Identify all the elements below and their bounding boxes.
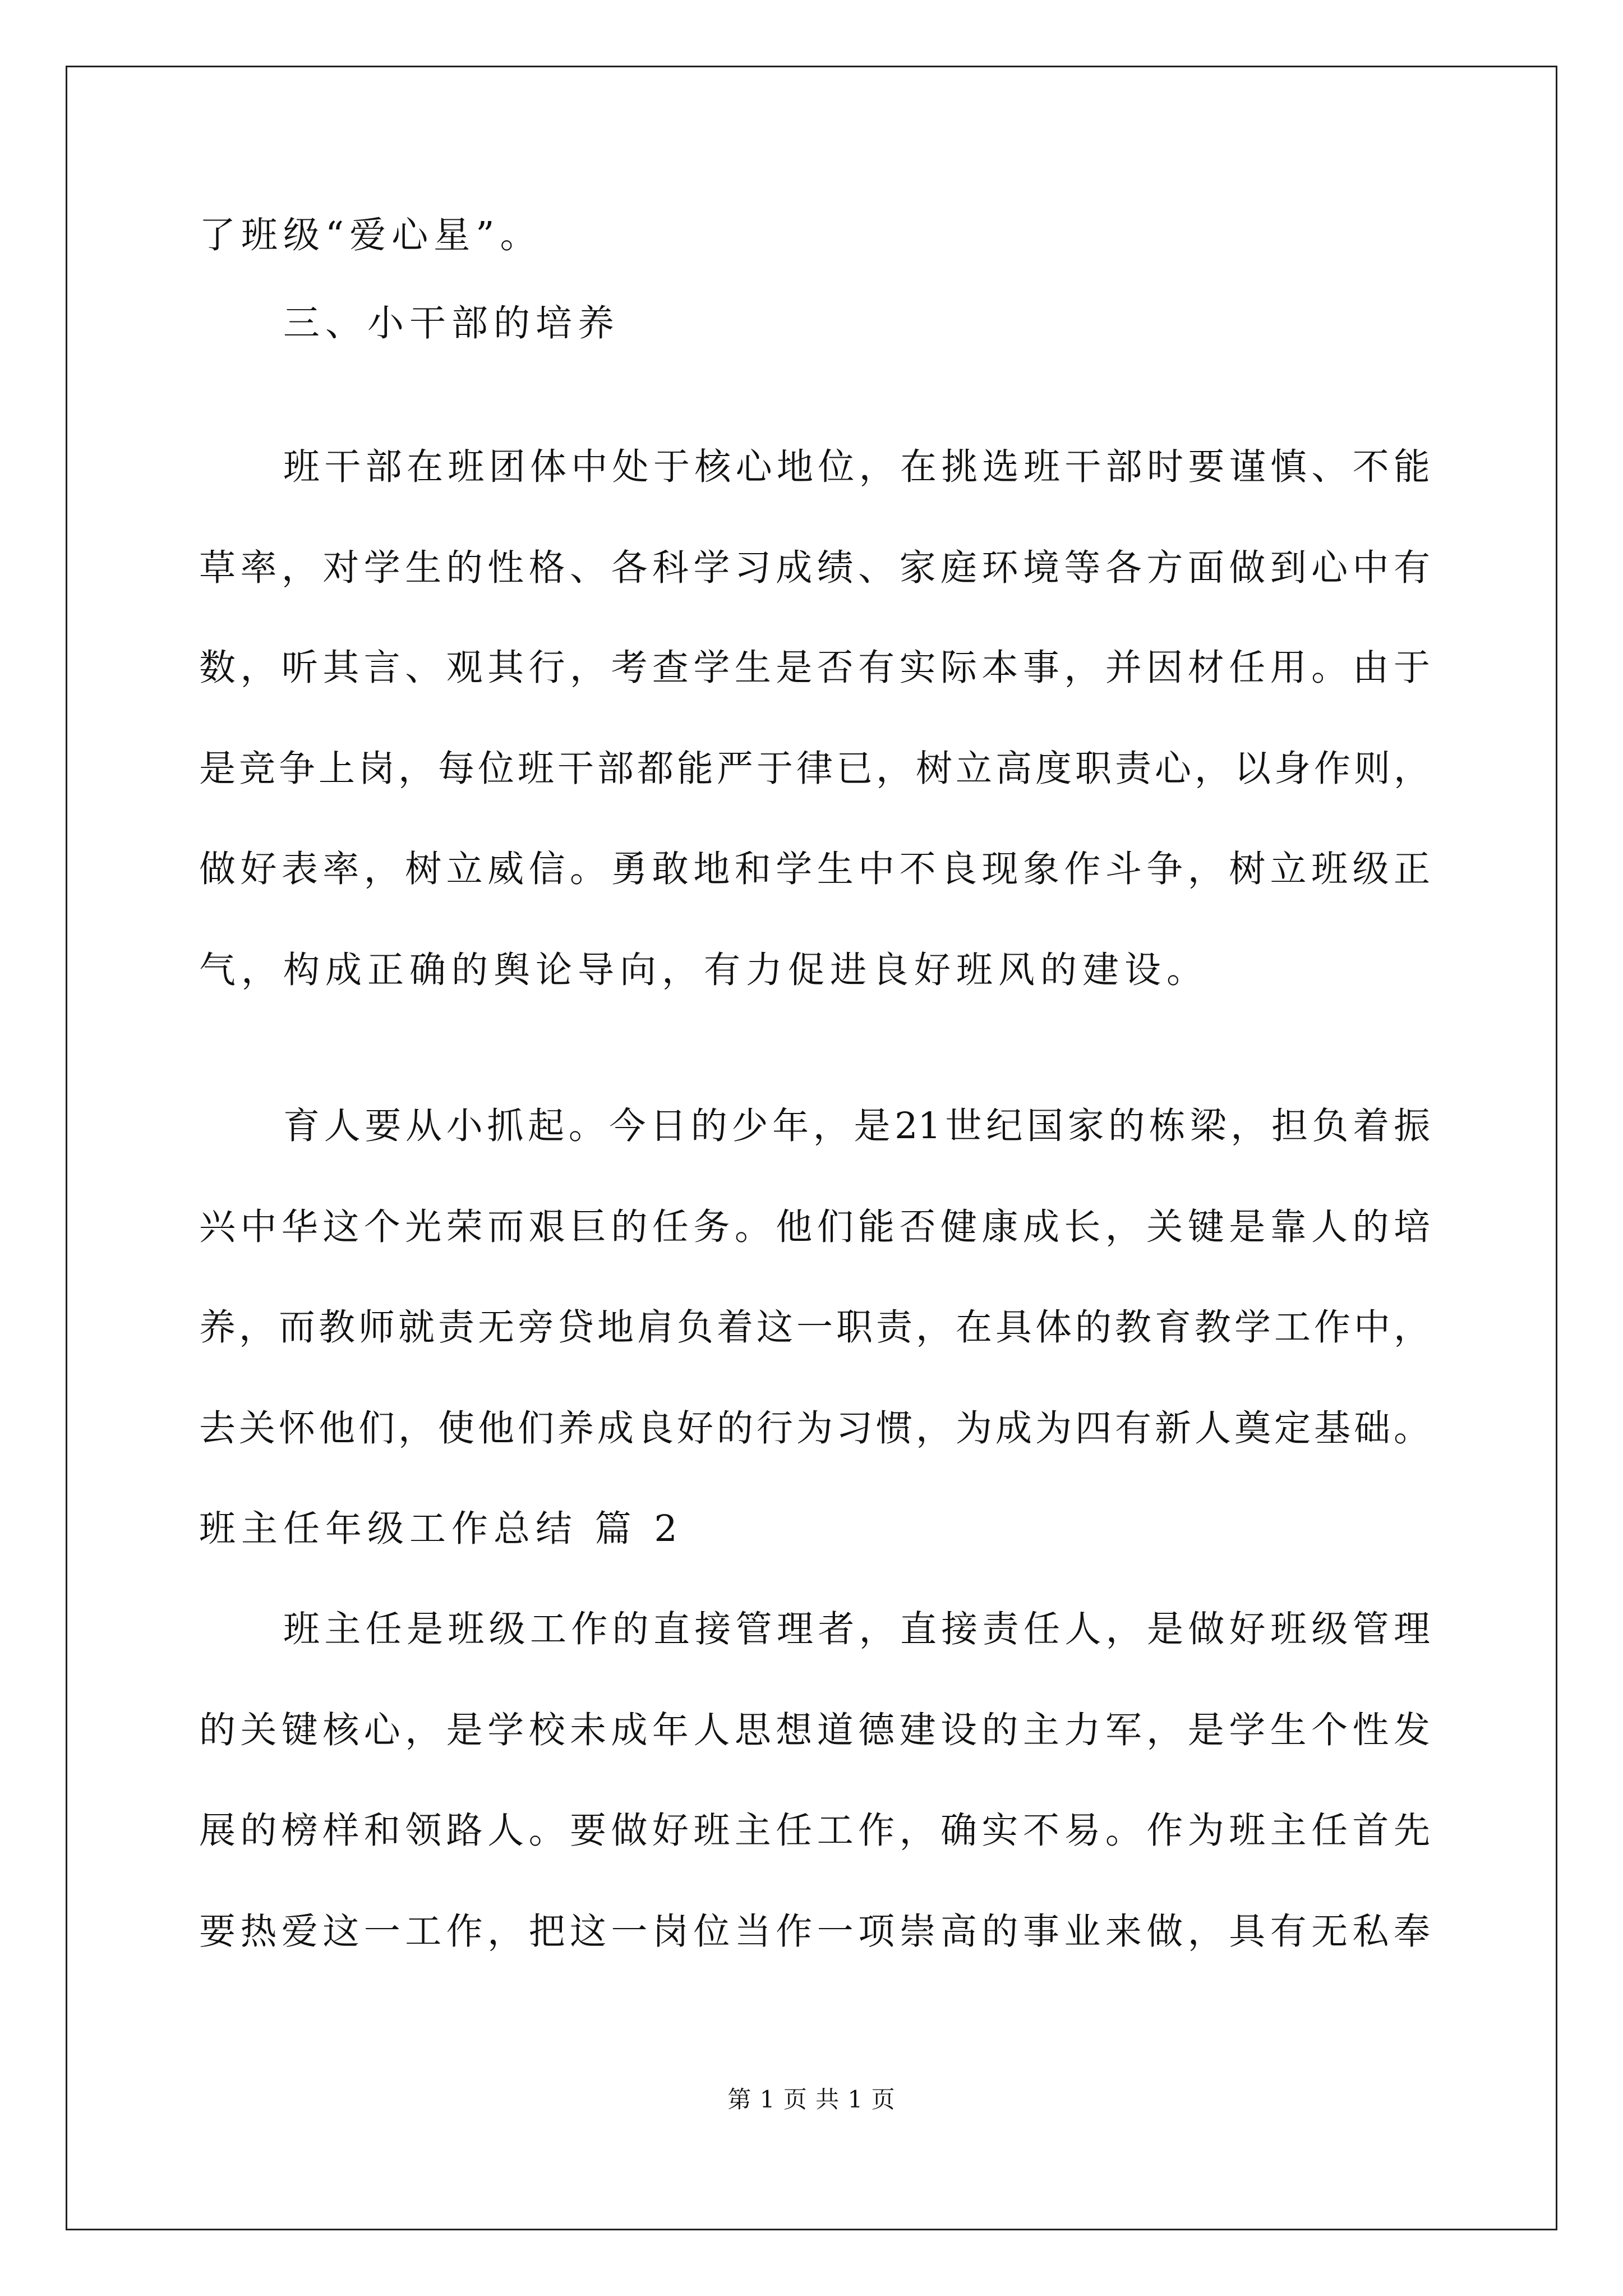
page-footer: 第 1 页 共 1 页 <box>727 2086 896 2113</box>
paragraph-line-11: 养，而教师就责无旁贷地肩负着这一职责，在具体的教育教学工作中， <box>199 1306 1430 1349</box>
paragraph-line-8: 气，构成正确的舆论导向，有力促进良好班风的建设。 <box>199 949 1209 991</box>
paragraph-line-3: 班干部在班团体中处于核心地位，在挑选班干部时要谨慎、不能 <box>283 446 1430 488</box>
paragraph-line-9: 育人要从小抓起。今日的少年，是21世纪国家的栋梁，担负着振 <box>283 1105 1430 1147</box>
paragraph-line-5: 数，听其言、观其行，考查学生是否有实际本事，并因材任用。由于 <box>199 647 1430 689</box>
paragraph-line-16: 展的榜样和领路人。要做好班主任工作，确实不易。作为班主任首先 <box>199 1810 1430 1852</box>
paragraph-line-15: 的关键核心，是学校未成年人思想道德建设的主力军，是学生个性发 <box>199 1709 1430 1751</box>
paragraph-line-1: 了班级“爱心星”。 <box>199 214 542 256</box>
paragraph-line-7: 做好表率，树立威信。勇敢地和学生中不良现象作斗争，树立班级正 <box>199 848 1430 890</box>
article-title: 班主任年级工作总结 篇 2 <box>199 1508 683 1550</box>
paragraph-line-17: 要热爱这一工作，把这一岗位当作一项崇高的事业来做，具有无私奉 <box>199 1911 1430 1953</box>
section-heading: 三、小干部的培养 <box>283 302 620 344</box>
paragraph-line-12: 去关怀他们，使他们养成良好的行为习惯，为成为四有新人奠定基础。 <box>199 1407 1430 1450</box>
paragraph-line-14: 班主任是班级工作的直接管理者，直接责任人，是做好班级管理 <box>283 1608 1430 1650</box>
paragraph-line-6: 是竞争上岗，每位班干部都能严于律已，树立高度职责心，以身作则， <box>199 748 1430 790</box>
paragraph-line-4: 草率，对学生的性格、各科学习成绩、家庭环境等各方面做到心中有 <box>199 547 1430 589</box>
paragraph-line-10: 兴中华这个光荣而艰巨的任务。他们能否健康成长，关键是靠人的培 <box>199 1206 1430 1248</box>
